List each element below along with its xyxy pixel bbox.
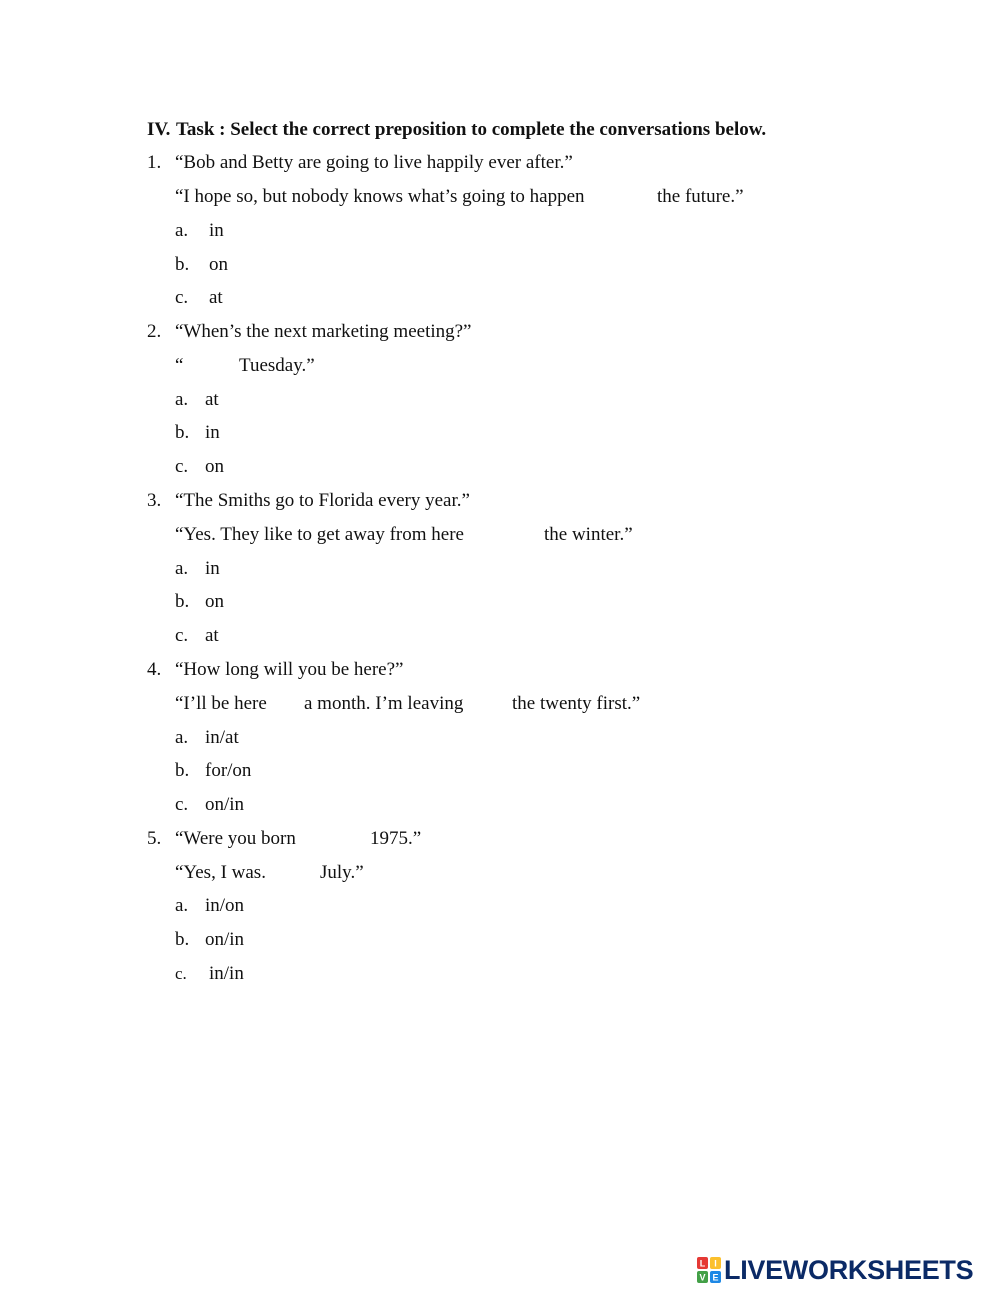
question-prompt: 1975.” <box>370 828 422 849</box>
option-text: in/on <box>205 895 245 916</box>
question-prompt: “How long will you be here?” <box>175 659 404 680</box>
response-text: “I hope so, but nobody knows what’s going to happen <box>175 186 585 207</box>
option-letter: c. <box>175 794 189 815</box>
question-prompt: “The Smiths go to Florida every year.” <box>175 490 470 511</box>
option-text: on/in <box>205 929 245 950</box>
answer-option[interactable] <box>175 962 244 1058</box>
question-prompt: “Bob and Betty are going to live happily ever after.” <box>175 152 573 173</box>
liveworksheets-logo-text: LIVEWORKSHEETS <box>724 1255 974 1285</box>
option-text: at <box>205 389 219 410</box>
question-number: 2. <box>147 321 162 342</box>
option-text: at <box>209 287 223 308</box>
response-text: “Yes. They like to get away from here <box>175 524 464 545</box>
option-letter: b. <box>175 254 190 275</box>
option-text: at <box>205 625 219 646</box>
task-heading-number: IV. <box>147 119 171 140</box>
option-letter: b. <box>175 591 190 612</box>
option-letter: b. <box>175 422 190 443</box>
option-text: in <box>205 422 220 443</box>
option-text: on <box>205 456 224 477</box>
option-letter: b. <box>175 929 190 950</box>
option-text: in/at <box>205 727 239 748</box>
question-number: 4. <box>147 659 162 680</box>
option-letter: c. <box>175 625 189 646</box>
option-letter: b. <box>175 760 190 781</box>
task-heading-text: Task : Select the correct preposition to complete the conversations below. <box>176 119 767 140</box>
response-text: “ <box>175 355 184 376</box>
response-text: the twenty first.” <box>512 693 641 714</box>
option-text: for/on <box>205 760 252 781</box>
response-text: the future.” <box>657 186 744 207</box>
logo-mark-letter: V <box>699 1272 706 1283</box>
option-letter: c. <box>175 287 189 308</box>
option-letter: c. <box>175 456 189 477</box>
response-text: Tuesday.” <box>239 355 315 376</box>
option-letter: a. <box>175 558 189 579</box>
option-text: in/in <box>209 963 244 984</box>
liveworksheets-logo-icon <box>697 1257 721 1283</box>
question-prompt: “Were you born <box>175 828 296 849</box>
option-text: on/in <box>205 794 245 815</box>
question-number: 1. <box>147 152 162 173</box>
response-text: the winter.” <box>544 524 633 545</box>
option-text: on <box>209 254 228 275</box>
option-letter: a. <box>175 220 189 241</box>
response-text: “Yes, I was. <box>175 862 266 883</box>
logo-mark-letter: I <box>714 1258 717 1269</box>
question-number: 3. <box>147 490 162 511</box>
option-letter: a. <box>175 389 189 410</box>
option-letter: a. <box>175 727 189 748</box>
question-number: 5. <box>147 828 162 849</box>
option-letter: c. <box>175 964 187 983</box>
option-text: on <box>205 591 224 612</box>
response-text: a month. I’m leaving <box>304 693 464 714</box>
logo-mark-letter: L <box>699 1258 706 1269</box>
option-text: in <box>209 220 224 241</box>
liveworksheets-logo <box>697 1255 997 1285</box>
question-prompt: “When’s the next marketing meeting?” <box>175 321 472 342</box>
option-letter: a. <box>175 895 189 916</box>
response-text: “I’ll be here <box>175 693 267 714</box>
logo-mark-letter: E <box>712 1272 719 1283</box>
option-text: in <box>205 558 220 579</box>
response-text: July.” <box>320 862 364 883</box>
